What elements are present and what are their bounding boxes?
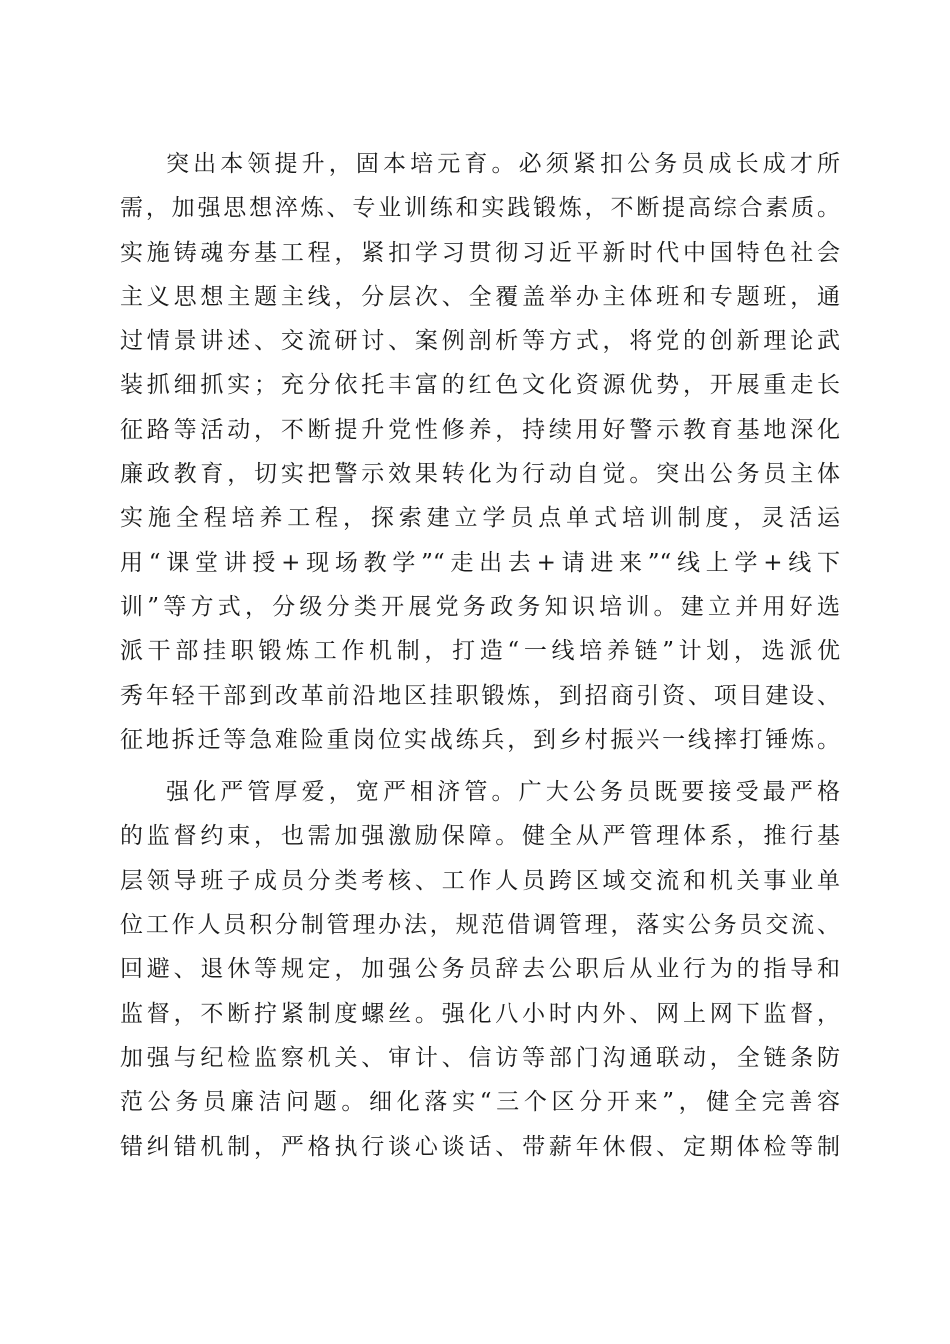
paragraph-line: 廉政教育，切实把警示效果转化为行动自觉。突出公务员主体 (120, 461, 840, 488)
paragraph-line: 主义思想主题主线，分层次、全覆盖举办主体班和专题班，通 (120, 283, 840, 310)
paragraph-line: 需，加强思想淬炼、专业训练和实践锻炼，不断提高综合素质。 (120, 195, 840, 222)
paragraph-line: 回避、退休等规定，加强公务员辞去公职后从业行为的指导和 (120, 956, 840, 983)
paragraph-line: 错纠错机制，严格执行谈心谈话、带薪年休假、定期体检等制 (120, 1133, 840, 1160)
paragraph-line: 加强与纪检监察机关、审计、信访等部门沟通联动，全链条防 (120, 1044, 840, 1071)
paragraph-line: 监督，不断拧紧制度螺丝。强化八小时内外、网上网下监督， (120, 1000, 840, 1027)
paragraph-line: 强化严管厚爱，宽严相济管。广大公务员既要接受最严格 (166, 779, 840, 806)
paragraph-line: 实施全程培养工程，探索建立学员点单式培训制度，灵活运 (120, 505, 840, 532)
paragraph-2 (120, 770, 840, 1169)
paragraph-line: 秀年轻干部到改革前沿地区挂职锻炼，到招商引资、项目建设、 (120, 682, 840, 709)
paragraph-line: 训”等方式，分级分类开展党务政务知识培训。建立并用好选 (120, 593, 840, 620)
paragraph-line: 范公务员廉洁问题。细化落实“三个区分开来”，健全完善容 (120, 1089, 840, 1116)
paragraph-1 (120, 142, 840, 762)
paragraph-line: 派干部挂职锻炼工作机制，打造“一线培养链”计划，选派优 (120, 638, 840, 665)
paragraph-line: 过情景讲述、交流研讨、案例剖析等方式，将党的创新理论武 (120, 328, 840, 355)
paragraph-line: 装抓细抓实；充分依托丰富的红色文化资源优势，开展重走长 (120, 372, 840, 399)
paragraph-line: 用“课堂讲授+现场教学”“走出去+请进来”“线上学+线下 (120, 549, 840, 576)
paragraph-line: 的监督约束，也需加强激励保障。健全从严管理体系，推行基 (120, 823, 840, 850)
paragraph-line: 实施铸魂夯基工程，紧扣学习贯彻习近平新时代中国特色社会 (120, 239, 840, 266)
document-body (120, 142, 840, 1169)
paragraph-line: 突出本领提升，固本培元育。必须紧扣公务员成长成才所 (166, 151, 840, 177)
paragraph-line: 层领导班子成员分类考核、工作人员跨区域交流和机关事业单 (120, 867, 840, 894)
paragraph-line: 征路等活动，不断提升党性修养，持续用好警示教育基地深化 (120, 416, 840, 443)
paragraph-line: 征地拆迁等急难险重岗位实战练兵，到乡村振兴一线摔打锤炼。 (120, 726, 840, 753)
paragraph-line: 位工作人员积分制管理办法，规范借调管理，落实公务员交流、 (120, 912, 840, 939)
